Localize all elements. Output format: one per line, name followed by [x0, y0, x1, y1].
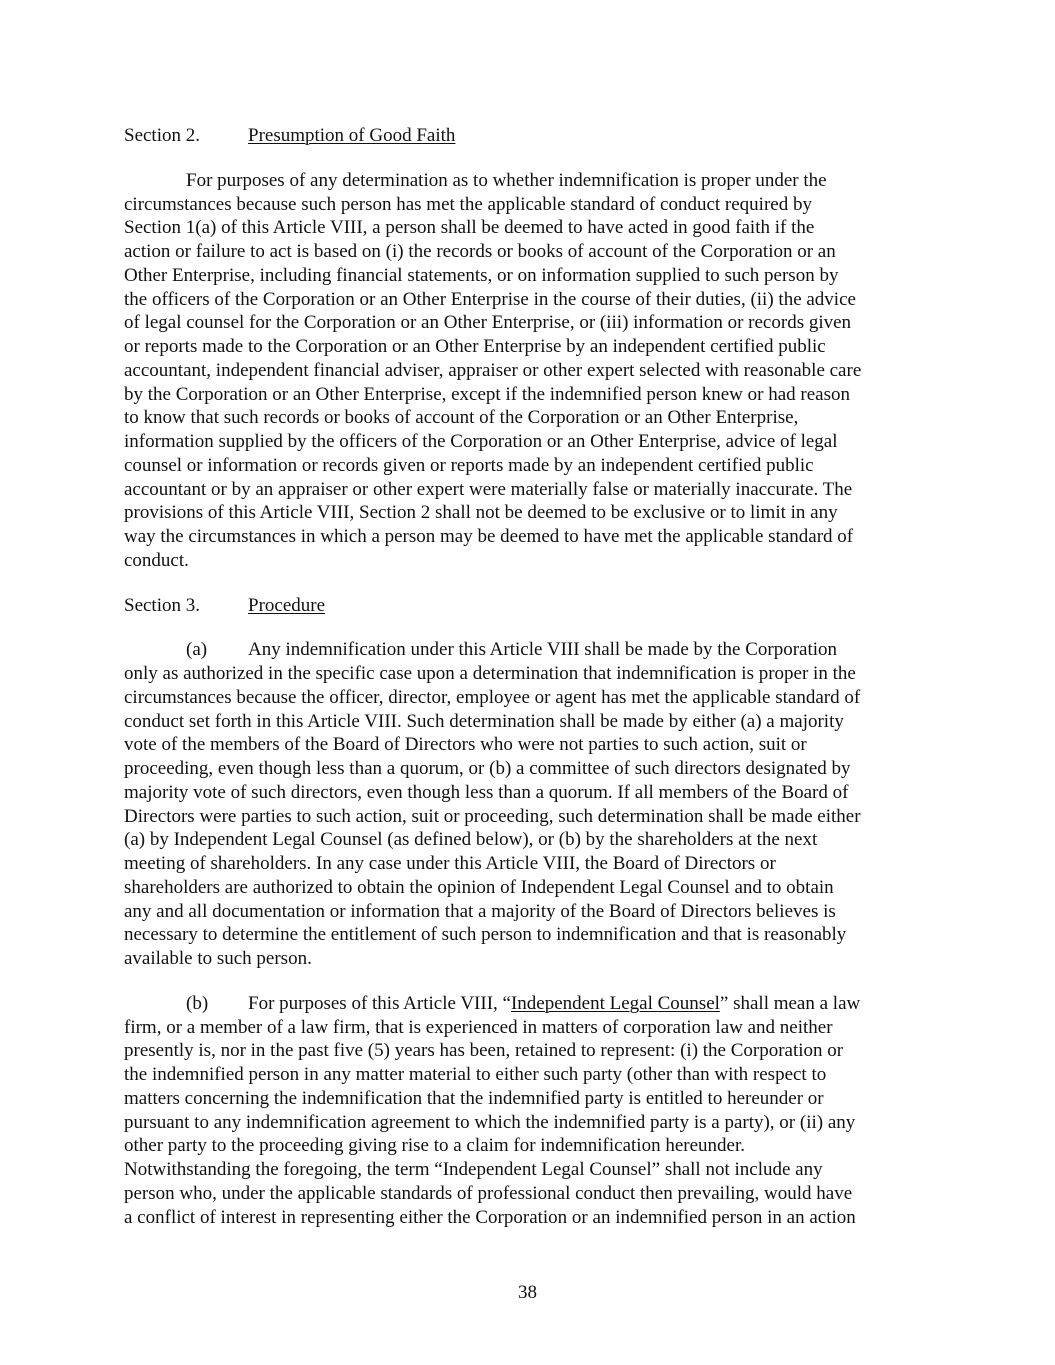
- paragraph-line: [124, 638, 934, 662]
- paragraph-line: shareholders are authorized to obtain the opinion of Independent Legal Counsel and to obtain: [124, 876, 834, 898]
- paragraph-marker: (a): [186, 639, 208, 661]
- paragraph-line: by the Corporation or an Other Enterprise, except if the indemnified person knew or had reason: [124, 383, 850, 405]
- section-3-heading: [124, 594, 934, 618]
- paragraph-line: necessary to determine the entitlement of such person to indemnification and that is reasonably: [124, 924, 847, 946]
- paragraph-line: proceeding, even though less than a quorum, or (b) a committee of such directors designated by: [124, 758, 851, 779]
- paragraph-line: matters concerning the indemnification that the indemnified party is entitled to hereunder or: [124, 1087, 824, 1109]
- section-3-title: Procedure: [248, 594, 326, 616]
- paragraph-line: available to such person.: [124, 948, 312, 969]
- paragraph-line: or reports made to the Corporation or an Other Enterprise by an independent certified public: [124, 336, 826, 357]
- paragraph-line: firm, or a member of a law firm, that is experienced in matters of corporation law and neither: [124, 1016, 833, 1038]
- paragraph-line: the indemnified person in any matter material to either such party (other than with respect to: [124, 1064, 827, 1085]
- paragraph-line: action or failure to act is based on (i) the records or books of account of the Corporation or an: [124, 241, 836, 262]
- section-2-title: Presumption of Good Faith: [248, 125, 456, 146]
- paragraph-line: only as authorized in the specific case upon a determination that indemnification is proper in the: [124, 663, 856, 684]
- paragraph-line-text: Any indemnification under this Article VIII shall be made by the Corporation: [248, 639, 838, 661]
- page-number: 38: [518, 1282, 537, 1303]
- paragraph-line: (a) by Independent Legal Counsel (as defined below), or (b) by the shareholders at the next: [124, 829, 818, 851]
- paragraph-line-text: For purposes of this Article VIII, “: [248, 992, 511, 1014]
- paragraph-line: meeting of shareholders. In any case under this Article VIII, the Board of Directors or: [124, 853, 776, 874]
- paragraph-line: For purposes of any determination as to whether indemnification is proper under the: [186, 169, 827, 191]
- paragraph-line: Directors were parties to such action, suit or proceeding, such determination shall be made either: [124, 805, 861, 827]
- paragraph-line: pursuant to any indemnification agreement to which the indemnified party is a party), or (ii) any: [124, 1111, 856, 1133]
- section-2-number: Section 2.: [124, 125, 200, 146]
- section-3-paragraph-a: [124, 638, 934, 971]
- paragraph-line: the officers of the Corporation or an Other Enterprise in the course of their duties, (ii) the advice: [124, 288, 856, 310]
- section-2-heading: [124, 124, 934, 148]
- section-3-number: Section 3.: [124, 594, 200, 616]
- paragraph-line: a conflict of interest in representing either the Corporation or an indemnified person in an action: [124, 1206, 856, 1228]
- paragraph-line: to know that such records or books of account of the Corporation or an Other Enterprise,: [124, 407, 799, 429]
- document-body: [124, 124, 934, 1250]
- paragraph-line-text: ” shall mean a law: [719, 992, 861, 1014]
- paragraph-line: of legal counsel for the Corporation or an Other Enterprise, or (iii) information or records given: [124, 312, 852, 334]
- paragraph-line: conduct set forth in this Article VIII. Such determination shall be made by either (a) a majority: [124, 710, 844, 732]
- paragraph-marker: (b): [186, 992, 209, 1014]
- paragraph-line: Notwithstanding the foregoing, the term “Independent Legal Counsel” shall not include any: [124, 1159, 823, 1180]
- paragraph-line: person who, under the applicable standards of professional conduct then prevailing, would have: [124, 1182, 853, 1204]
- section-3-paragraph-b: [124, 992, 934, 1230]
- paragraph-line: circumstances because the officer, director, employee or agent has met the applicable standard of: [124, 686, 861, 708]
- defined-term: Independent Legal Counsel: [510, 992, 720, 1014]
- paragraph-line: accountant, independent financial adviser, appraiser or other expert selected with reasonable care: [124, 359, 862, 381]
- section-2-paragraph: [124, 169, 934, 573]
- paragraph-line: way the circumstances in which a person may be deemed to have met the applicable standard of: [124, 526, 854, 547]
- paragraph-line: Section 1(a) of this Article VIII, a person shall be deemed to have acted in good faith if the: [124, 217, 815, 239]
- paragraph-line: majority vote of such directors, even though less than a quorum. If all members of the Board of: [124, 781, 849, 803]
- paragraph-line: Other Enterprise, including financial statements, or on information supplied to such person by: [124, 264, 839, 286]
- paragraph-line: circumstances because such person has met the applicable standard of conduct required by: [124, 193, 812, 215]
- paragraph-line: accountant or by an appraiser or other expert were materially false or materially inaccurate. The: [124, 478, 853, 500]
- paragraph-line: vote of the members of the Board of Directors who were not parties to such action, suit or: [124, 734, 807, 756]
- paragraph-line: [124, 992, 934, 1016]
- paragraph-line: conduct.: [124, 549, 189, 571]
- paragraph-line: provisions of this Article VIII, Section 2 shall not be deemed to be exclusive or to limit in any: [124, 502, 838, 524]
- paragraph-line: other party to the proceeding giving rise to a claim for indemnification hereunder.: [124, 1135, 745, 1157]
- paragraph-line: presently is, nor in the past five (5) years has been, retained to represent: (i) the Corporation or: [124, 1040, 844, 1062]
- paragraph-line: information supplied by the officers of the Corporation or an Other Enterprise, advice of legal: [124, 431, 838, 452]
- paragraph-line: any and all documentation or information that a majority of the Board of Directors believes is: [124, 900, 836, 922]
- paragraph-line: counsel or information or records given or reports made by an independent certified public: [124, 454, 814, 476]
